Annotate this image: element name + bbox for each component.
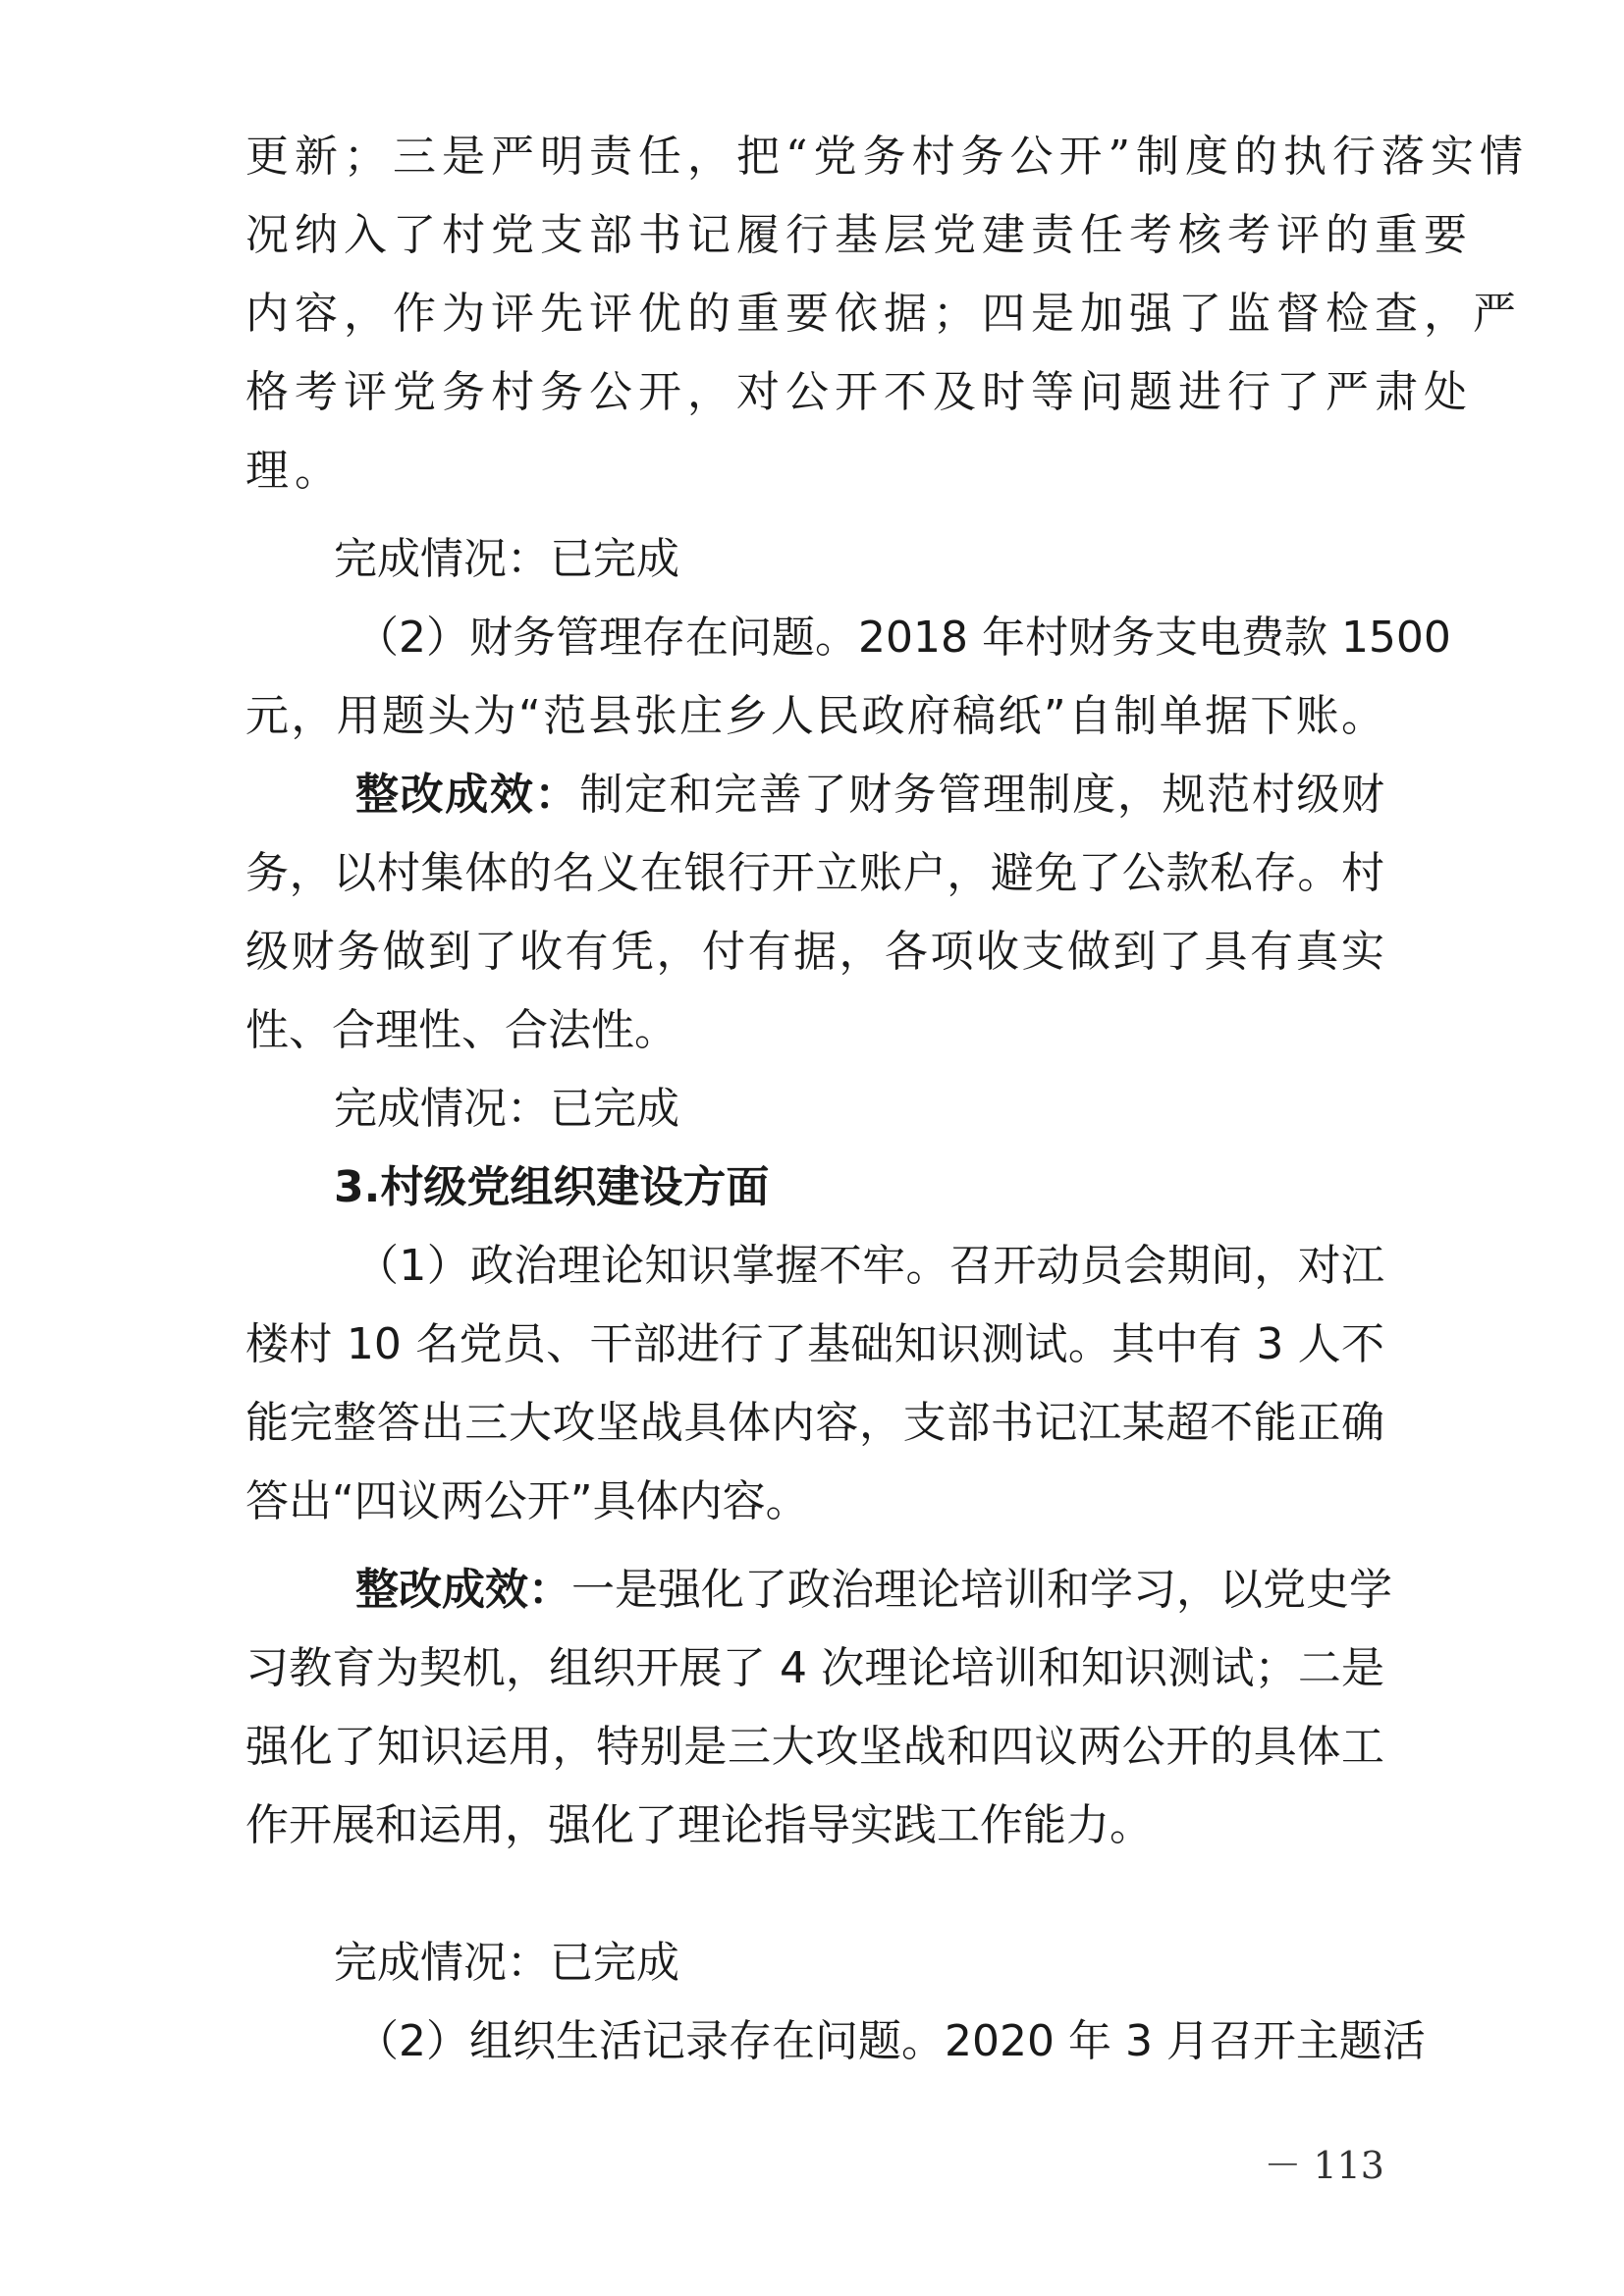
issue-text-line: 元，用题头为“范县张庄乡人民政府稿纸”自制单据下账。 — [245, 691, 1384, 741]
fix-label: 整改成效： — [355, 1565, 571, 1615]
fix-text-line: 习教育为契机，组织开展了 4 次理论培训和知识测试；二是 — [245, 1643, 1384, 1693]
completion-status: 完成情况：已完成 — [334, 1938, 679, 1988]
issue-text-line: 能完整答出三大攻坚战具体内容，支部书记江某超不能正确 — [245, 1398, 1384, 1448]
body-text-line: 内容，作为评先评优的重要依据；四是加强了监督检查，严 — [245, 289, 1522, 339]
fix-label: 整改成效： — [355, 770, 580, 820]
issue-text-line: （2）组织生活记录存在问题。2020 年 3 月召开主题活 — [355, 2016, 1426, 2066]
section-heading: 3.村级党组织建设方面 — [334, 1162, 770, 1212]
fix-text-line — [355, 756, 1384, 834]
completion-status: 完成情况：已完成 — [334, 1084, 679, 1134]
body-text-line: 况纳入了村党支部书记履行基层党建责任考核考评的重要 — [245, 210, 1473, 260]
fix-text: 制定和完善了财务管理制度，规范村级财 — [579, 770, 1385, 820]
body-text-line: 理。 — [245, 446, 344, 496]
issue-text-line: 答出“四议两公开”具体内容。 — [245, 1476, 809, 1526]
issue-text-line: （2）财务管理存在问题。2018 年村财务支电费款 1500 — [355, 613, 1451, 663]
body-text-line: 更新；三是严明责任，把“党务村务公开”制度的执行落实情 — [245, 132, 1529, 182]
page-number: － 113 — [1264, 2144, 1384, 2187]
fix-text-line: 强化了知识运用，特别是三大攻坚战和四议两公开的具体工 — [245, 1722, 1384, 1772]
issue-text-line: 楼村 10 名党员、干部进行了基础知识测试。其中有 3 人不 — [245, 1319, 1384, 1369]
fix-text-line: 性、合理性、合法性。 — [245, 1005, 677, 1055]
fix-text: 一是强化了政治理论培训和学习，以党史学 — [571, 1565, 1392, 1615]
fix-text-line: 作开展和运用，强化了理论指导实践工作能力。 — [245, 1800, 1153, 1850]
completion-status: 完成情况：已完成 — [334, 534, 679, 584]
fix-text-line: 级财务做到了收有凭，付有据，各项收支做到了具有真实 — [245, 927, 1384, 977]
fix-text-line: 务，以村集体的名义在银行开立账户，避免了公款私存。村 — [245, 848, 1384, 898]
fix-text-line — [355, 1551, 1392, 1629]
issue-text-line: （1）政治理论知识掌握不牢。召开动员会期间，对江 — [355, 1241, 1384, 1291]
body-text-line: 格考评党务村务公开，对公开不及时等问题进行了严肃处 — [245, 367, 1473, 417]
